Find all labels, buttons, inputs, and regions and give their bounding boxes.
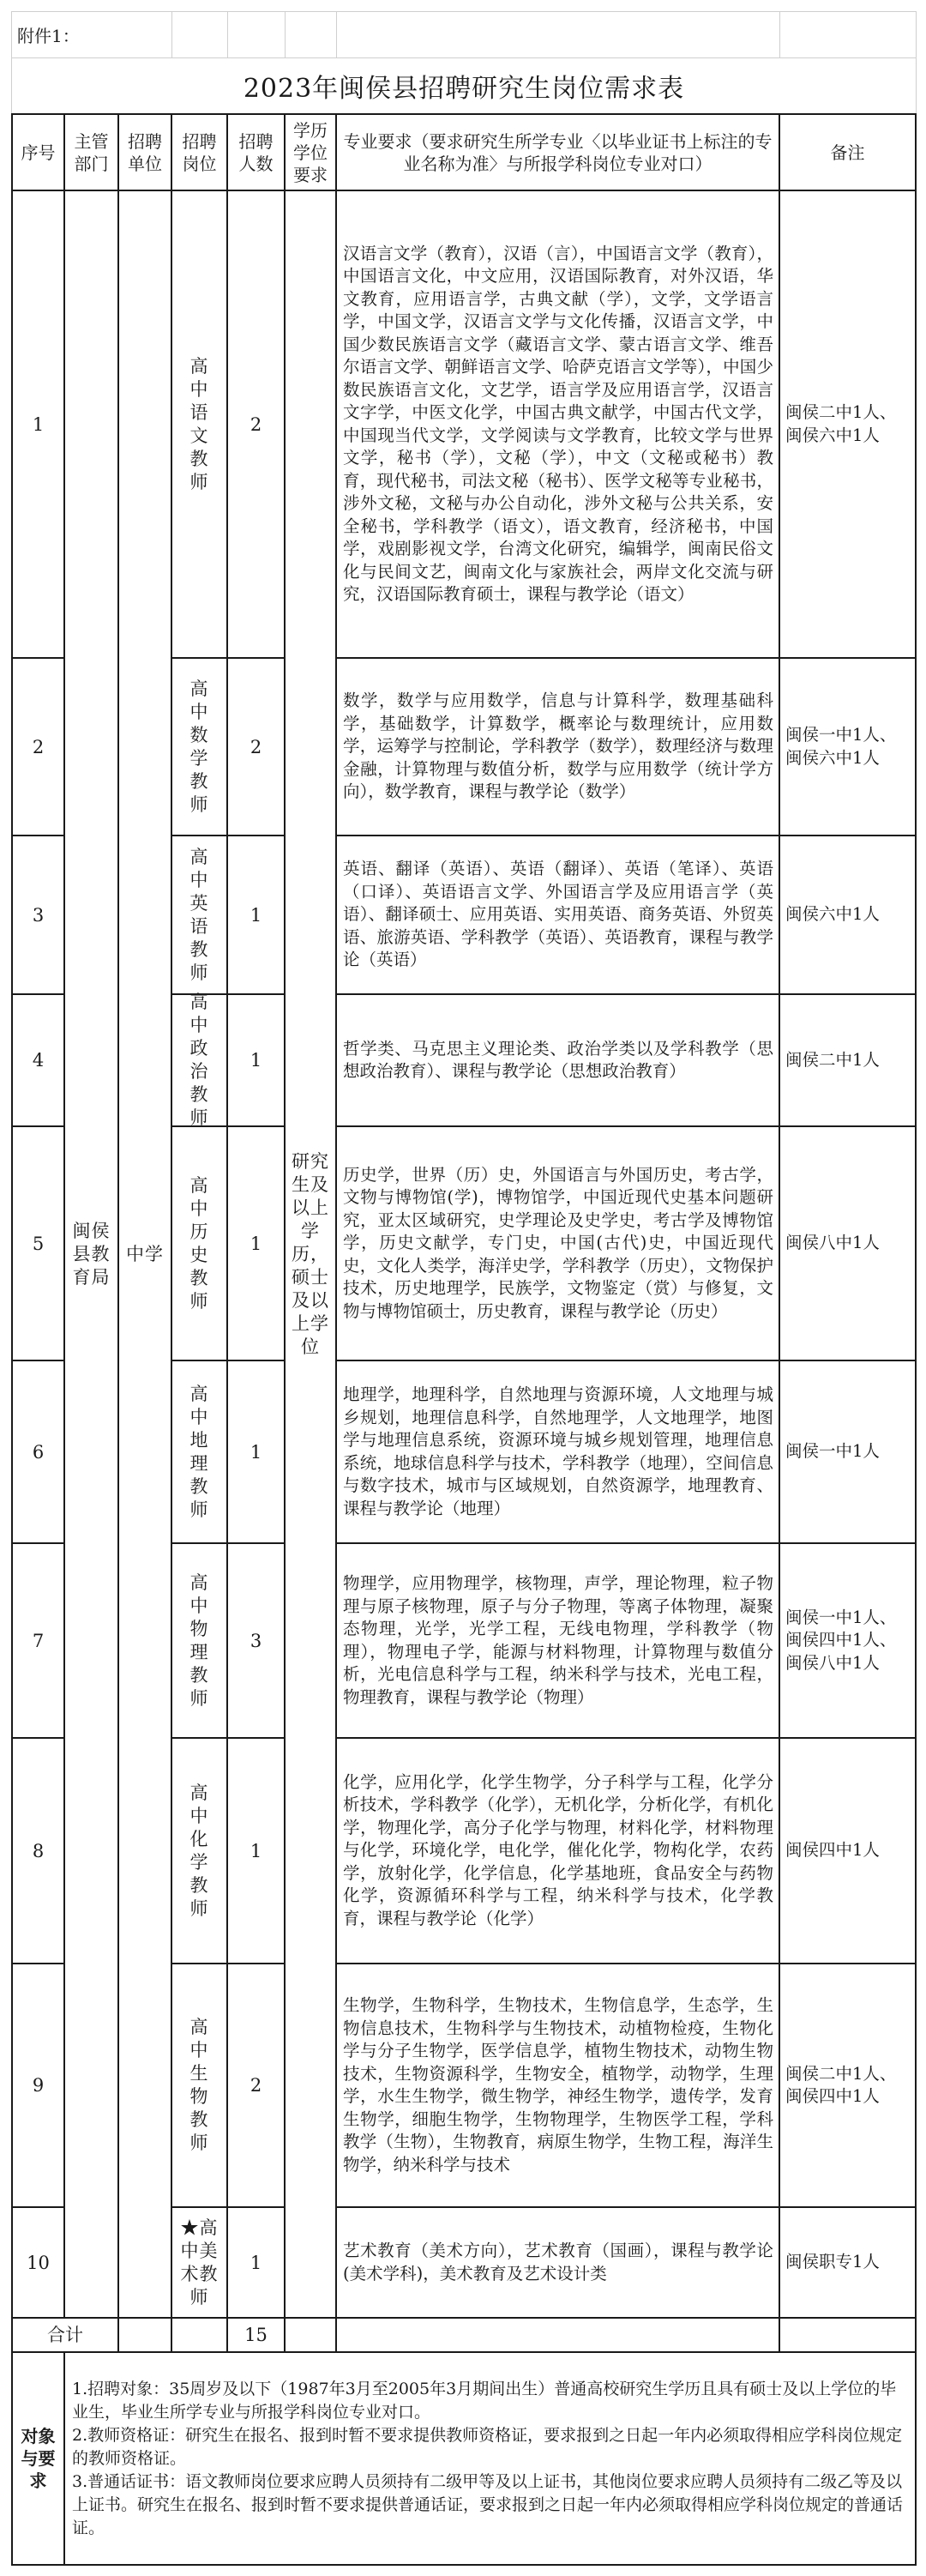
row-6-seq: 6 — [11, 1360, 65, 1544]
row-3-spec: 英语、翻译（英语）、英语（翻译）、英语（笔译）、英语（口译）、英语语言文学、外国语言学及应用语言学（英语）、翻译硕士、应用英语、实用英语、商务英语、外贸英语、旅游英语、学科教学（英语）、英语教育，课程与教学论（英语） — [335, 835, 780, 995]
row-7-spec: 物理学，应用物理学，核物理，声学，理论物理，粒子物理与原子核物理，原子与分子物理，等离子体物理，凝聚态物理，光学，光学工程，无线电物理，学科教学（物理），物理电子学，能源与材料物理，计算物理与数值分析，光电信息科学与工程，纳米科学与技术，光电工程，物理教育，课程与教学论（物理） — [335, 1542, 780, 1739]
row-6-post: 高中地理教师 — [171, 1360, 228, 1544]
header-post: 招聘岗位 — [171, 113, 228, 191]
attachment-empty-cell — [336, 11, 780, 58]
row-5-spec: 历史学，世界（历）史，外国语言与外国历史，考古学，文物与博物馆(学)，博物馆学，中国近现代史基本问题研究，亚太区域研究，史学理论及史学史，考古学及博物馆学，历史文献学，专门史，中国(古代)史，中国近现代史，文化人类学，海洋史学，学科教学（历史），文物保护技术，历史地理学，民族学，文物鉴定（赏）与修复，文物与博物馆硕士，历史教育，课程与教学论（历史） — [335, 1125, 780, 1361]
row-6-count: 1 — [226, 1360, 286, 1544]
row-5-count: 1 — [226, 1125, 286, 1361]
row-8-seq: 8 — [11, 1737, 65, 1964]
row-5-remark: 闽侯八中1人 — [779, 1125, 917, 1361]
row-8-post: 高中化学教师 — [171, 1737, 228, 1964]
row-2-post: 高中数学教师 — [171, 657, 228, 836]
row-9-spec: 生物学，生物科学，生物技术，生物信息学，生态学，生物信息技术，生物科学与生物技术，动植物检疫，生物化学与分子生物学，医学信息学，植物生物技术，动物生物技术，生物资源科学，生物安全，植物学，动物学，生理学，水生生物学，微生物学，神经生物学，遗传学，发育生物学，细胞生物学，生物物理学，生物医学工程，学科教学（生物），生物教育，病原生物学，生物工程，海洋生物学，纳米科学与技术 — [335, 1963, 780, 2208]
header-spec: 专业要求（要求研究生所学专业〈以毕业证书上标注的专业名称为准〉与所报学科岗位专业对口） — [335, 113, 780, 191]
row-7-count: 3 — [226, 1542, 286, 1739]
header-degree: 学历学位要求 — [284, 113, 337, 191]
row-5-seq: 5 — [11, 1125, 65, 1361]
attachment-label: 附件1： — [11, 11, 172, 58]
dept-merged: 闽侯县教育局 — [63, 190, 119, 2319]
row-2-spec: 数学，数学与应用数学，信息与计算科学，数理基础科学，基础数学，计算数学，概率论与数理统计，应用数学，运筹学与控制论，学科教学（数学），数理经济与数理金融，计算物理与数值分析，数学与应用数学（统计学方向），数学教育，课程与教学论（数学） — [335, 657, 780, 836]
attachment-empty-cell — [779, 11, 917, 58]
row-7-seq: 7 — [11, 1542, 65, 1739]
row-10-count: 1 — [226, 2206, 286, 2319]
total-empty-spec — [335, 2317, 780, 2353]
row-2-seq: 2 — [11, 657, 65, 836]
page-title: 2023年闽侯县招聘研究生岗位需求表 — [11, 57, 917, 115]
row-1-spec: 汉语言文学（教育），汉语（言），中国语言文学（教育），中国语言文化，中文应用，汉语国际教育，对外汉语，华文教育，应用语言学，古典文献（学），文学，文学语言学，中国文学，汉语言文学与文化传播，汉语言文学，中国少数民族语言文学（藏语言文学、蒙古语言文学、维吾尔语言文学、朝鲜语言文学、哈萨克语言文学等），中国少数民族语言文化，文艺学，语言学及应用语言学，汉语言文字学，中医文化学，中国古典文献学，中国古代文学，中国现当代文学，文学阅读与文学教育，比较文学与世界文学，秘书（学），文秘（学），中文（文秘或秘书）教育，现代秘书，司法文秘（秘书）、医学文秘等专业秘书，涉外文秘，文秘与办公自动化，涉外文秘与公共关系，安全秘书，学科教学（语文），语文教育，经济秘书，中国学，戏剧影视文学，台湾文化研究，编辑学，闽南民俗文化与民间文艺，闽南文化与家族社会，两岸文化交流与研究，汉语国际教育硕士，课程与教学论（语文） — [335, 190, 780, 659]
row-9-seq: 9 — [11, 1963, 65, 2208]
row-2-count: 2 — [226, 657, 286, 836]
row-8-remark: 闽侯四中1人 — [779, 1737, 917, 1964]
header-seq: 序号 — [11, 113, 65, 191]
row-3-remark: 闽侯六中1人 — [779, 835, 917, 995]
footer-label: 对象与要求 — [11, 2351, 65, 2566]
row-4-count: 1 — [226, 993, 286, 1127]
row-10-remark: 闽侯职专1人 — [779, 2206, 917, 2319]
row-9-post: 高中生物教师 — [171, 1963, 228, 2208]
row-3-post: 高中英语教师 — [171, 835, 228, 995]
attachment-empty-cell — [227, 11, 286, 58]
header-unit: 招聘单位 — [117, 113, 172, 191]
row-9-remark: 闽侯二中1人、闽侯四中1人 — [779, 1963, 917, 2208]
row-1-count: 2 — [226, 190, 286, 659]
total-empty-post — [171, 2317, 228, 2353]
total-empty-remark — [779, 2317, 917, 2353]
total-label: 合计 — [11, 2317, 119, 2353]
row-10-spec: 艺术教育（美术方向），艺术教育（国画），课程与教学论(美术学科)，美术教育及艺术设计类 — [335, 2206, 780, 2319]
attachment-empty-cell — [285, 11, 337, 58]
row-5-post: 高中历史教师 — [171, 1125, 228, 1361]
row-3-count: 1 — [226, 835, 286, 995]
row-4-remark: 闽侯二中1人 — [779, 993, 917, 1127]
header-dept: 主管部门 — [63, 113, 119, 191]
row-4-post: 高中政治教师 — [171, 993, 228, 1127]
total-empty-degree — [284, 2317, 337, 2353]
row-2-remark: 闽侯一中1人、闽侯六中1人 — [779, 657, 917, 836]
row-8-count: 1 — [226, 1737, 286, 1964]
header-count: 招聘人数 — [226, 113, 286, 191]
row-3-seq: 3 — [11, 835, 65, 995]
footer-requirements — [63, 2351, 917, 2566]
attachment-empty-cell — [171, 11, 228, 58]
row-9-count: 2 — [226, 1963, 286, 2208]
row-6-spec: 地理学，地理科学，自然地理与资源环境，人文地理与城乡规划，地理信息科学，自然地理学，人文地理学，地图学与地理信息系统，资源环境与城乡规划管理，地理信息系统，地球信息科学与技术，学科教学（地理），空间信息与数字技术，城市与区域规划，自然资源学，地理教育、课程与教学论（地理） — [335, 1360, 780, 1544]
row-6-remark: 闽侯一中1人 — [779, 1360, 917, 1544]
total-empty-unit — [117, 2317, 172, 2353]
requirement-item-1: 1.招聘对象：35周岁及以下（1987年3月至2005年3月期间出生）普通高校研究生学历且具有硕士及以上学位的毕业生，毕业生所学专业与所报学科岗位专业对口。 — [72, 2379, 897, 2422]
requirement-item-3: 3.普通话证书：语文教师岗位要求应聘人员须持有二级甲等及以上证书，其他岗位要求应聘人员须持有二级乙等及以上证书。研究生在报名、报到时暂不要求提供普通话证，要求报到之日起一年内必须取得相应学科岗位规定的普通话证。 — [72, 2471, 904, 2537]
total-count: 15 — [226, 2317, 286, 2353]
row-1-post: 高中语文教师 — [171, 190, 228, 659]
header-remark: 备注 — [779, 113, 917, 191]
row-7-post: 高中物理教师 — [171, 1542, 228, 1739]
row-7-remark: 闽侯一中1人、闽侯四中1人、闽侯八中1人 — [779, 1542, 917, 1739]
row-10-seq: 10 — [11, 2206, 65, 2319]
requirement-item-2: 2.教师资格证：研究生在报名、报到时暂不要求提供教师资格证，要求报到之日起一年内必须取得相应学科岗位规定的教师资格证。 — [72, 2425, 903, 2468]
row-10-post: ★高中美术教师 — [171, 2206, 228, 2319]
row-4-seq: 4 — [11, 993, 65, 1127]
row-8-spec: 化学，应用化学，化学生物学，分子科学与工程，化学分析技术，学科教学（化学），无机化学，分析化学，有机化学，物理化学，高分子化学与物理，材料化学，材料物理与化学，环境化学，电化学，催化化学，物构化学，农药学，放射化学，化学信息，化学基地班，食品安全与药物化学，资源循环科学与工程，纳米科学与技术，化学教育，课程与教学论（化学） — [335, 1737, 780, 1964]
degree-merged: 研究生及以上学历，硕士及以上学位 — [284, 190, 337, 2319]
row-1-seq: 1 — [11, 190, 65, 659]
unit-merged: 中学 — [117, 190, 172, 2319]
row-1-remark: 闽侯二中1人、闽侯六中1人 — [779, 190, 917, 659]
row-4-spec: 哲学类、马克思主义理论类、政治学类以及学科教学（思想政治教育）、课程与教学论（思想政治教育） — [335, 993, 780, 1127]
